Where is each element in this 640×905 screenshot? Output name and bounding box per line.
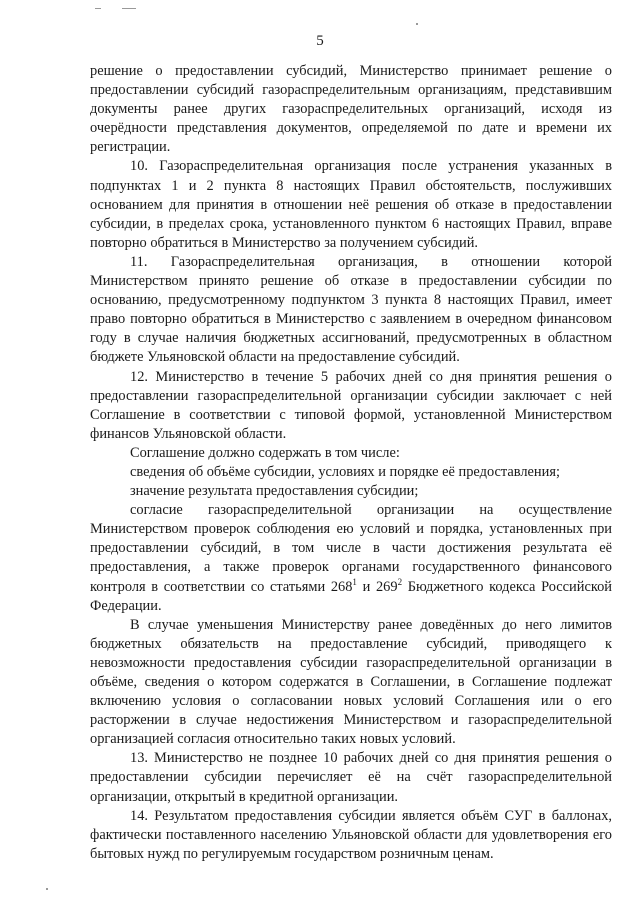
paragraph-11: 11. Газораспределительная организация, в отношении которой Министерством принято решение об отказе в предоставлении субсидии по основанию, предусмотренному подпунктом 3 пункта 8 настоящих Правил, имеет право повторно обратиться в Министерство с заявлением в очередном финансовом году в случае наличия бюджетных ассигнований, предусмотренных в областном бюджете Ульяновской области на предоставление субсидий. (90, 253, 612, 366)
paragraph-14: 14. Результатом предоставления субсидии является объём СУГ в баллонах, фактически поставленного населению Ульяновской области для удовлетворения его бытовых нужд по регулируемым государством розничным ценам. (90, 807, 612, 862)
consent-text-start: согласие газораспределительной организации на осуществление Министерством проверок соблюдения ею условий и порядка, установленных при предоставлении субсидий, в том числе в части достижения результата её предоставления, а также проверок органами государственного финансового контроля в соответствии со статьями 268 (90, 502, 612, 595)
document-body (90, 62, 612, 864)
scan-speck (95, 8, 101, 9)
scan-speck (46, 888, 48, 890)
paragraph-13: 13. Министерство не позднее 10 рабочих дней со дня принятия решения о предоставлении субсидии перечисляет её на счёт газораспределительной организации, открытый в кредитной организации. (90, 750, 612, 805)
paragraph-continuation: решение о предоставлении субсидий, Министерство принимает решение о предоставлении субсидий газораспределительным организациям, представившим документы ранее других газораспределительных организаций, исходя из очерёдности представления документов, определяемой по дате и времени их регистрации. (90, 63, 612, 156)
scan-speck (122, 8, 136, 9)
paragraph-10: 10. Газораспределительная организация после устранения указанных в подпунктах 1 и 2 пункта 8 настоящих Правил обстоятельств, послуживших основанием для принятия в отношении неё решения об отказе в предоставлении субсидии, в пределах срока, установленного пунктом 6 настоящих Правил, вправе повторно обратиться в Министерство за получением субсидий. (90, 158, 612, 251)
consent-text-end: Бюджетного кодекса Российской Федерации. (90, 578, 613, 614)
paragraph-12-subsidy-info: сведения об объёме субсидии, условиях и порядке её предоставления; (130, 463, 560, 480)
paragraph-12-agreement-contents: Соглашение должно содержать в том числе: (130, 444, 400, 461)
consent-text-mid: и 269 (356, 578, 398, 595)
footnote-sup-2: 2 (397, 576, 403, 587)
page-number: 5 (316, 33, 324, 49)
scan-speck (416, 23, 418, 25)
footnote-sup-1: 1 (352, 576, 357, 587)
paragraph-12-limits: В случае уменьшения Министерству ранее доведённых до него лимитов бюджетных обязательств на предоставление субсидий, приводящего к невозможности предоставления субсидии газораспределительной организации в объёме, сведения о котором содержатся в Соглашении, в Соглашение подлежат включению условия о согласовании новых условий Соглашения или о его расторжении в случае недостижения Министерством и газораспределительной организацией согласия относительно таких новых условий. (90, 616, 612, 748)
paragraph-12-consent (90, 501, 612, 616)
paragraph-12-result-value: значение результата предоставления субсидии; (130, 483, 419, 500)
paragraph-12: 12. Министерство в течение 5 рабочих дней со дня принятия решения о предоставлении газораспределительной организации субсидии заключает с ней Соглашение в соответствии с типовой формой, установленной Министерством финансов Ульяновской области. (90, 368, 612, 442)
